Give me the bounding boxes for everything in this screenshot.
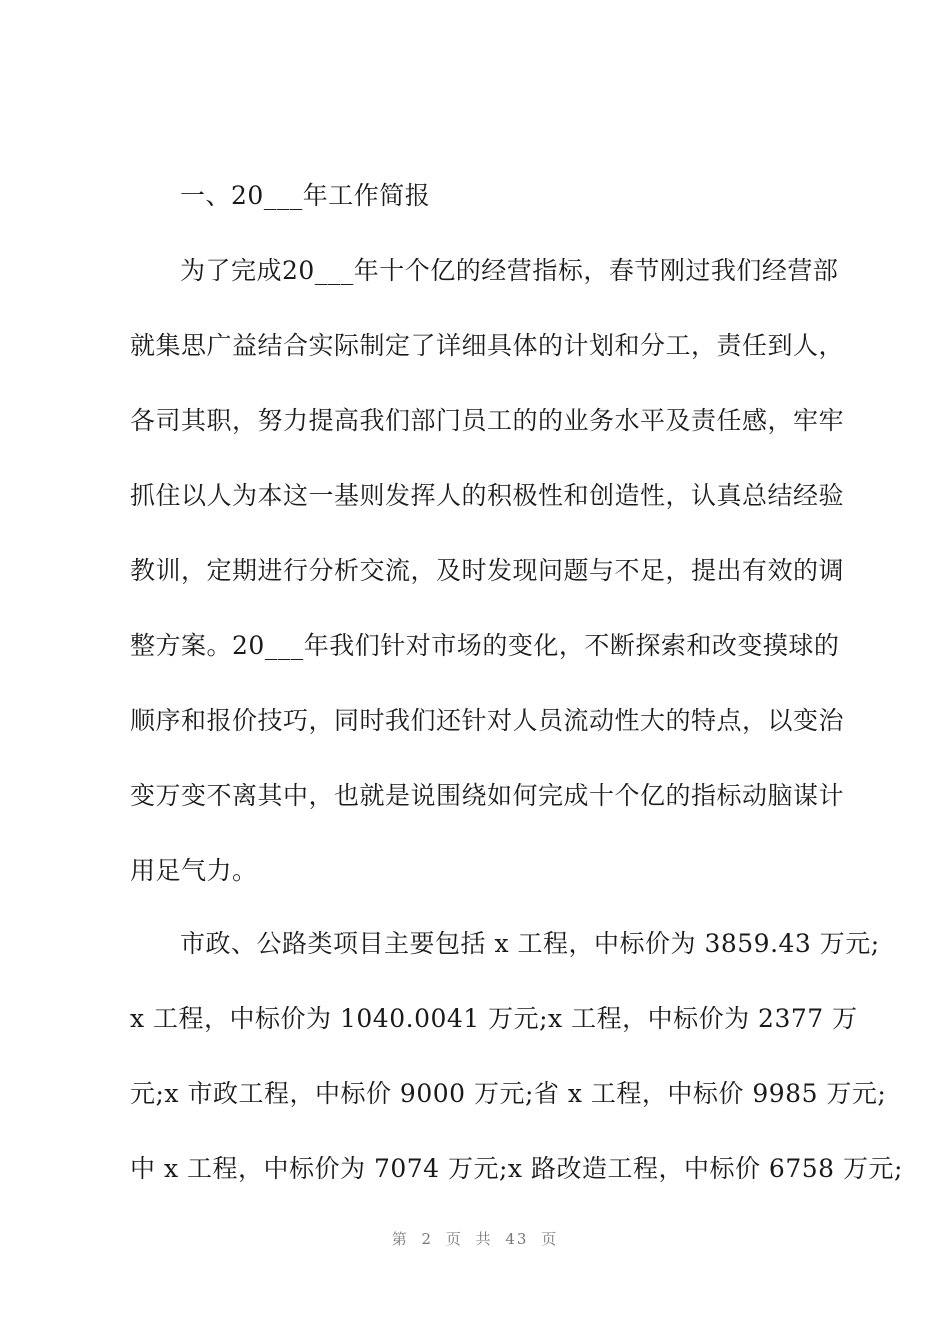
paragraph-line: 教训，定期进行分析交流，及时发现问题与不足，提出有效的调 xyxy=(130,556,845,585)
paragraph-line: 顺序和报价技巧，同时我们还针对人员流动性大的特点，以变治 xyxy=(130,706,845,735)
paragraph-line: 就集思广益结合实际制定了详细具体的计划和分工，责任到人， xyxy=(130,331,845,360)
paragraph-line: 变万变不离其中，也就是说围绕如何完成十个亿的指标动脑谋计 xyxy=(130,781,845,810)
paragraph-line: 用足气力。 xyxy=(130,856,258,885)
paragraph-line: 整方案。20___年我们针对市场的变化，不断探索和改变摸球的 xyxy=(130,631,840,660)
paragraph-line: 元;x 市政工程，中标价 9000 万元;省 x 工程，中标价 9985 万元; xyxy=(130,1079,887,1108)
paragraph-line: 抓住以人为本这一基则发挥人的积极性和创造性，认真总结经验 xyxy=(130,481,845,510)
section-heading: 一、20___年工作简报 xyxy=(180,181,431,210)
page-footer: 第 2 页 共 43 页 xyxy=(391,1230,559,1248)
paragraph-line: x 工程，中标价为 1040.0041 万元;x 工程，中标价为 2377 万 xyxy=(130,1004,858,1033)
paragraph-line: 各司其职，努力提高我们部门员工的的业务水平及责任感，牢牢 xyxy=(130,406,845,435)
paragraph-line: 中 x 工程，中标价为 7074 万元;x 路改造工程，中标价 6758 万元; xyxy=(130,1154,903,1183)
paragraph-line: 市政、公路类项目主要包括 x 工程，中标价为 3859.43 万元; xyxy=(180,929,880,958)
paragraph-line: 为了完成20___年十个亿的经营指标，春节刚过我们经营部 xyxy=(180,256,839,285)
